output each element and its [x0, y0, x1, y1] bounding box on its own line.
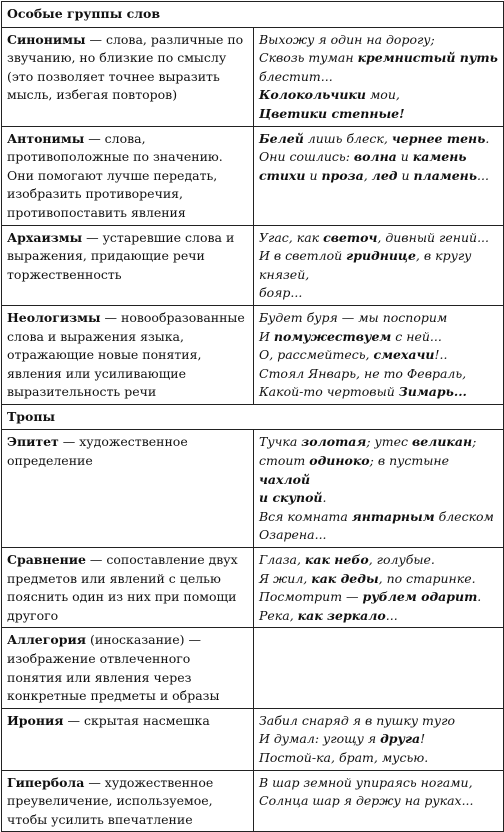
example-line: [259, 68, 498, 87]
example-highlight: великан: [412, 434, 473, 450]
example-text: ...: [385, 607, 398, 623]
example-highlight: волна: [353, 149, 397, 165]
example-line: [259, 588, 498, 607]
example-text: Угас, как: [259, 229, 324, 245]
example-highlight: камень: [412, 149, 467, 165]
example-line: [259, 792, 498, 811]
example-text: В шар земной упираясь ногами,: [259, 774, 473, 790]
example-text: мои,: [365, 87, 400, 103]
example-text: Какой-то чертовый: [259, 384, 399, 400]
example-line: [259, 433, 498, 452]
example-highlight: друга: [380, 731, 421, 747]
example-text: Они сошлись:: [259, 149, 354, 165]
term-name: Антонимы: [7, 130, 85, 146]
example-line: [259, 148, 498, 167]
example-text: И в светлой: [259, 248, 347, 264]
example-highlight: пламень: [413, 167, 478, 183]
term-cell: [2, 628, 254, 708]
example-text: ; в пустыне: [369, 453, 450, 469]
example-cell: [254, 305, 504, 404]
example-text: О, рассмейтесь,: [259, 347, 374, 363]
example-text: Солнца шар я держу на руках...: [259, 793, 474, 809]
example-line: [259, 247, 498, 284]
example-highlight: светоч: [323, 229, 378, 245]
example-cell: [254, 770, 504, 832]
example-text: Глаза,: [259, 552, 305, 568]
example-cell: [254, 430, 504, 548]
example-highlight: как зеркало: [297, 607, 386, 623]
example-highlight: как небо: [304, 552, 369, 568]
example-line: [259, 607, 498, 626]
example-line: [259, 749, 498, 768]
example-text: !: [420, 731, 426, 747]
example-cell: [254, 708, 504, 770]
section-header-row: [2, 404, 504, 430]
example-highlight: проза: [321, 167, 364, 183]
example-text: Тучка: [259, 434, 302, 450]
example-line: [259, 167, 498, 186]
term-row: [2, 430, 504, 548]
term-cell: [2, 126, 254, 225]
example-highlight: стихи: [259, 167, 306, 183]
example-text: Озарена...: [259, 527, 327, 543]
example-highlight: и скупой: [259, 490, 323, 506]
table-body: [2, 2, 504, 832]
example-highlight: Цветики степные!: [259, 105, 405, 121]
example-text: , голубые.: [368, 552, 435, 568]
term-definition: — сопоставление двух предметов или явлений с целью пояснить один из них при помощи другого: [7, 552, 238, 623]
example-cell: [254, 548, 504, 628]
term-definition: — слова, различные по звучанию, но близкие по смыслу (это позволяет точнее выразить мысль, избегая повторов): [7, 31, 244, 103]
term-cell: [2, 305, 254, 404]
example-text: , по старинке.: [378, 570, 476, 586]
example-cell: [254, 628, 504, 708]
term-name: Ирония: [7, 712, 64, 728]
example-line: [259, 508, 498, 527]
term-name: Гипербола: [7, 774, 85, 790]
example-line: [259, 284, 498, 303]
example-line: [259, 489, 498, 508]
example-highlight: помужествуем: [273, 328, 392, 344]
section-header-row: [2, 2, 504, 28]
term-row: [2, 628, 504, 708]
example-highlight: Зимарь...: [398, 384, 467, 400]
term-row: [2, 548, 504, 628]
example-line: [259, 383, 498, 402]
term-name: Эпитет: [7, 434, 59, 450]
example-highlight: рублем одарит: [362, 589, 478, 605]
term-row: [2, 126, 504, 225]
term-row: [2, 305, 504, 404]
example-line: [259, 551, 498, 570]
term-definition: — художественное определение: [7, 434, 188, 469]
example-text: бояр...: [259, 285, 303, 301]
section-title: Особые группы слов: [2, 2, 504, 28]
example-line: [259, 712, 498, 731]
example-cell: [254, 126, 504, 225]
example-text: !..: [434, 347, 448, 363]
term-definition: — скрытая насмешка: [63, 712, 210, 728]
example-line: [259, 105, 498, 124]
example-text: стоит: [259, 453, 310, 469]
term-row: [2, 27, 504, 126]
example-line: [259, 328, 498, 347]
example-text: Забил снаряд я в пушку туго: [259, 712, 455, 728]
example-line: [259, 130, 498, 149]
example-highlight: Колокольчики: [259, 87, 366, 103]
example-text: Постой-ка, брат, мусью.: [259, 749, 429, 765]
example-line: [259, 526, 498, 545]
term-definition: — художественное преувеличение, используемое, чтобы усилить впечатление: [7, 774, 214, 827]
term-cell: [2, 548, 254, 628]
example-text: .: [485, 130, 490, 146]
example-highlight: смехачи: [373, 347, 435, 363]
term-cell: [2, 27, 254, 126]
example-text: Вся комната: [259, 508, 352, 524]
example-text: Я жил,: [259, 570, 312, 586]
term-name: Неологизмы: [7, 309, 101, 325]
example-text: и: [305, 167, 322, 183]
term-definition: — новообразованные слова и выражения языка, отражающие новые понятия, явления или усиливающие выразительность речи: [7, 309, 245, 400]
example-text: И: [259, 328, 274, 344]
example-line: [259, 365, 498, 384]
term-row: [2, 225, 504, 305]
example-text: Посмотрит —: [259, 589, 363, 605]
term-name: Архаизмы: [7, 229, 83, 245]
term-cell: [2, 430, 254, 548]
term-name: Сравнение: [7, 552, 86, 568]
term-definition: — слова, противоположные по значению. Они помогают лучше передать, изобразить противоречия, противопоставить явления: [7, 130, 223, 220]
example-text: блестит...: [259, 68, 333, 84]
term-cell: [2, 770, 254, 832]
example-line: [259, 229, 498, 248]
example-text: Выхожу я один на дорогу;: [259, 31, 435, 47]
example-highlight: чернее тень: [391, 130, 486, 146]
example-text: ;: [472, 434, 477, 450]
term-cell: [2, 225, 254, 305]
example-highlight: лед: [371, 167, 398, 183]
example-highlight: гриднице: [346, 248, 416, 264]
example-text: и: [397, 167, 414, 183]
example-text: , в кругу князей,: [259, 248, 472, 282]
example-highlight: одиноко: [309, 453, 370, 469]
example-line: [259, 774, 498, 793]
example-text: .: [322, 490, 327, 506]
example-text: Стоял Январь, не то Февраль,: [259, 365, 467, 381]
example-cell: [254, 27, 504, 126]
example-line: [259, 346, 498, 365]
example-line: [259, 86, 498, 105]
term-definition: (иносказание) — изображение отвлеченного понятия или явления через конкретные предметы и образы: [7, 632, 220, 704]
example-cell: [254, 225, 504, 305]
term-definition: — устаревшие слова и выражения, придающие речи торжественность: [7, 229, 235, 282]
example-text: Сквозь туман: [259, 50, 358, 66]
example-text: Река,: [259, 607, 298, 623]
example-text: ...: [477, 167, 489, 183]
example-text: и: [396, 149, 413, 165]
term-name: Аллегория: [7, 632, 87, 648]
example-highlight: чахлой: [259, 471, 311, 487]
term-row: [2, 770, 504, 832]
example-text: ; утес: [366, 434, 413, 450]
example-text: лишь блеск,: [303, 130, 392, 146]
term-cell: [2, 708, 254, 770]
example-text: Будет буря — мы поспорим: [259, 309, 448, 325]
example-highlight: золотая: [301, 434, 367, 450]
literary-terms-table: [1, 1, 504, 832]
term-name: Синонимы: [7, 31, 86, 47]
section-title: Тропы: [2, 404, 504, 430]
example-highlight: кремнистый путь: [357, 50, 498, 66]
example-line: [259, 730, 498, 749]
example-text: И думал: угощу я: [259, 731, 381, 747]
example-highlight: как деды: [311, 570, 379, 586]
example-line: [259, 31, 498, 50]
example-text: с ней...: [391, 328, 442, 344]
example-text: , дивный гений...: [377, 229, 489, 245]
example-line: [259, 49, 498, 68]
example-text: ,: [363, 167, 372, 183]
term-row: [2, 708, 504, 770]
example-highlight: янтарным: [351, 508, 435, 524]
example-text: блеском: [434, 508, 494, 524]
example-line: [259, 570, 498, 589]
example-line: [259, 309, 498, 328]
example-highlight: Белей: [259, 130, 304, 146]
example-text: .: [477, 589, 482, 605]
example-line: [259, 452, 498, 489]
